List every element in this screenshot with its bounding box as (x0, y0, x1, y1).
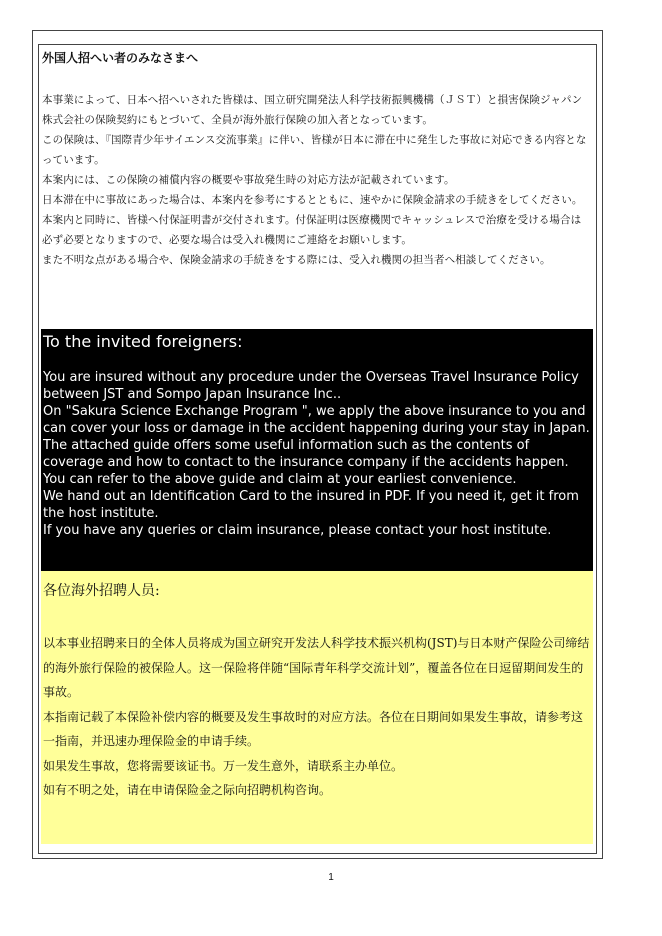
japanese-paragraph: 本案内と同時に、皆様へ付保証明書が交付されます。付保証明は医療機関でキャッシュレスで治療を受ける場合は必ず必要となりますので、必要な場合は受入れ機関にご連絡をお願いします。 (42, 214, 582, 246)
japanese-title: 外国人招へい者のみなさまへ (42, 51, 199, 65)
chinese-paragraph: 本指南记载了本保险补偿内容的概要及发生事故时的对应方法。各位在日期间如果发生事故，请参考这一指南，并迅速办理保险金的申请手续。 (43, 709, 584, 748)
japanese-paragraph: 本事業によって、日本へ招へいされた皆様は、国立研究開発法人科学技術振興機構（ＪＳＴ）と損害保険ジャパン株式会社の保険契約にもとづいて、全員が海外旅行保険の加入者となっています。 (42, 94, 583, 126)
chinese-paragraph: 以本事业招聘来日的全体人员将成为国立研究开发法人科学技术振兴机构(JST)与日本财产保险公司缔结的海外旅行保险的被保险人。这一保险将伴随“国际青年科学交流计划”，覆盖各位在日逗留期间发生的事故。 (43, 636, 590, 699)
chinese-paragraph: 如果发生事故，您将需要该证书。万一发生意外，请联系主办单位。 (43, 758, 404, 773)
chinese-title: 各位海外招聘人员: (43, 583, 160, 599)
english-paragraph: On "Sakura Science Exchange Program ", we apply the above insurance to you and can cover your loss or damage in the accident happening during your stay in Japan. The attached guide offers some useful information such as the contents of coverage and how to contact to the insurance company if the accidents happen. (43, 404, 590, 470)
page-number: 1 (328, 872, 334, 883)
chinese-section (41, 571, 593, 844)
japanese-paragraph: この保険は、『国際青少年サイエンス交流事業』に伴い、皆様が日本に滞在中に発生した事故に対応できる内容となっています。 (42, 134, 587, 166)
english-paragraph: We hand out an Identification Card to the insured in PDF. If you need it, get it from the host institute. (43, 489, 579, 521)
english-paragraph: You are insured without any procedure under the Overseas Travel Insurance Policy between JST and Sompo Japan Insurance Inc.. (43, 370, 579, 402)
chinese-paragraph: 如有不明之处，请在申请保险金之际向招聘机构咨询。 (43, 783, 332, 797)
english-title: To the invited foreigners: (43, 332, 243, 351)
japanese-paragraph: 日本滞在中に事故にあった場合は、本案内を参考にするとともに、速やかに保険金請求の手続きをしてください。 (42, 194, 583, 206)
japanese-paragraph: 本案内には、この保険の補償内容の概要や事故発生時の対応方法が記載されています。 (42, 174, 455, 186)
japanese-paragraph: また不明な点がある場合や、保険金請求の手続きをする際には、受入れ機関の担当者へ相談してください。 (42, 254, 551, 266)
english-paragraph: If you have any queries or claim insurance, please contact your host institute. (43, 523, 552, 538)
japanese-section (42, 48, 590, 270)
english-section (41, 329, 593, 571)
english-paragraph: You can refer to the above guide and claim at your earliest convenience. (43, 472, 517, 487)
